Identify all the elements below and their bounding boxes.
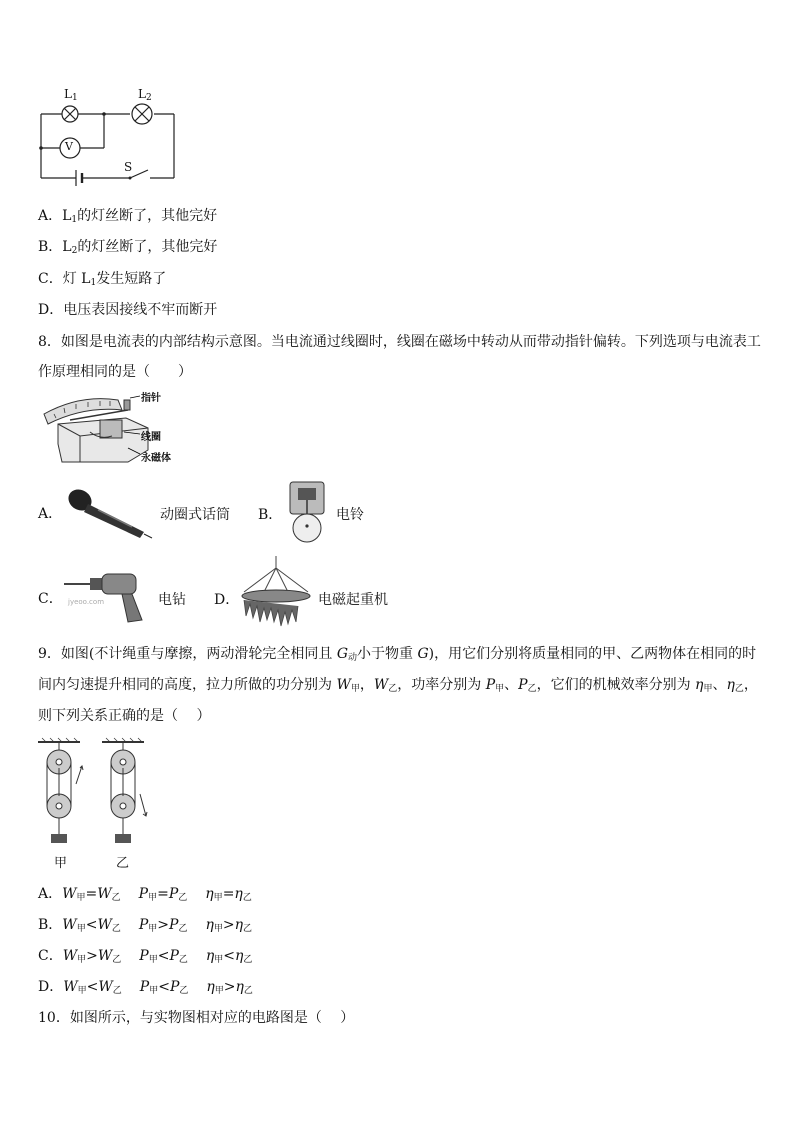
label-switch: S [124,160,133,174]
pulley-systems-diagram [36,738,156,848]
q7-option-b[interactable]: B．$L_2$的灯丝断了，其他完好 [38,239,218,256]
q7-option-a[interactable]: A．$L_1$的灯丝断了，其他完好 [38,208,218,225]
q9-option-c[interactable]: C．$W_甲>W_乙$ $P_甲<P_乙$ $\eta_甲<\eta_乙$ [38,948,253,965]
q8-option-d-letter[interactable]: D． [214,592,240,608]
q8-stem-line1: 8．如图是电流表的内部结构示意图。当电流通过线圈时，线圈在磁场中转动从而带动指针偏转。下列选项与电流表工 [38,334,761,350]
svg-text:jyeoo.com: jyeoo.com [68,598,105,606]
q10-stem: 10．如图所示，与实物图相对应的电路图是（ ） [38,1010,355,1026]
q8-stem-line2: 作原理相同的是（ ） [38,364,192,380]
q7-option-d[interactable]: D．电压表因接线不牢而断开 [38,302,218,318]
label-jia: 甲 [54,856,68,871]
q8-option-b-text: 电铃 [336,507,364,523]
label-coil: 线圈 [141,432,161,443]
microphone-icon [62,486,154,542]
q8-option-a-text: 动圈式话筒 [160,507,230,523]
galvanometer-structure-icon [40,392,150,464]
electric-bell-icon [286,480,330,544]
q7-circuit-diagram [38,86,178,186]
q9-stem-line3: 则下列关系正确的是（ ） [38,708,211,724]
label-pointer: 指针 [141,393,161,404]
q9-stem-line2: 间内匀速提升相同的高度，拉力所做的功分别为 $W_甲$，$W_乙$，功率分别为 $P_甲$、$P_乙$，它们的机械效率分别为 $\eta_甲$、$\eta_乙$， [38,677,758,694]
electromagnetic-crane-icon [236,556,316,630]
q9-option-b[interactable]: B．$W_甲<W_乙$ $P_甲>P_乙$ $\eta_甲>\eta_乙$ [38,917,252,934]
label-yi: 乙 [116,856,130,871]
label-magnet: 永磁体 [141,453,171,464]
electric-drill-icon [62,566,154,624]
q8-option-c-letter[interactable]: C． [38,591,63,607]
q8-option-d-text: 电磁起重机 [318,592,388,608]
q9-option-d[interactable]: D．$W_甲<W_乙$ $P_甲<P_乙$ $\eta_甲>\eta_乙$ [38,979,253,996]
q8-option-b-letter[interactable]: B． [258,507,283,523]
q7-option-c[interactable]: C．灯 $L_1$发生短路了 [38,271,167,288]
q8-option-c-text: 电钻 [158,592,186,608]
label-voltmeter: V [65,140,73,153]
q9-stem-line1: 9．如图(不计绳重与摩擦，两动滑轮完全相同且 $G_动$小于物重 G)，用它们分别将质量相同的甲、乙两物体在相同的时 [38,646,757,663]
q9-option-a[interactable]: A．$W_甲=W_乙$ $P_甲=P_乙$ $\eta_甲=\eta_乙$ [38,886,252,903]
label-l2: $L_2$ [138,87,152,103]
q8-option-a-letter[interactable]: A． [38,506,63,522]
label-l1: $L_1$ [64,87,78,103]
